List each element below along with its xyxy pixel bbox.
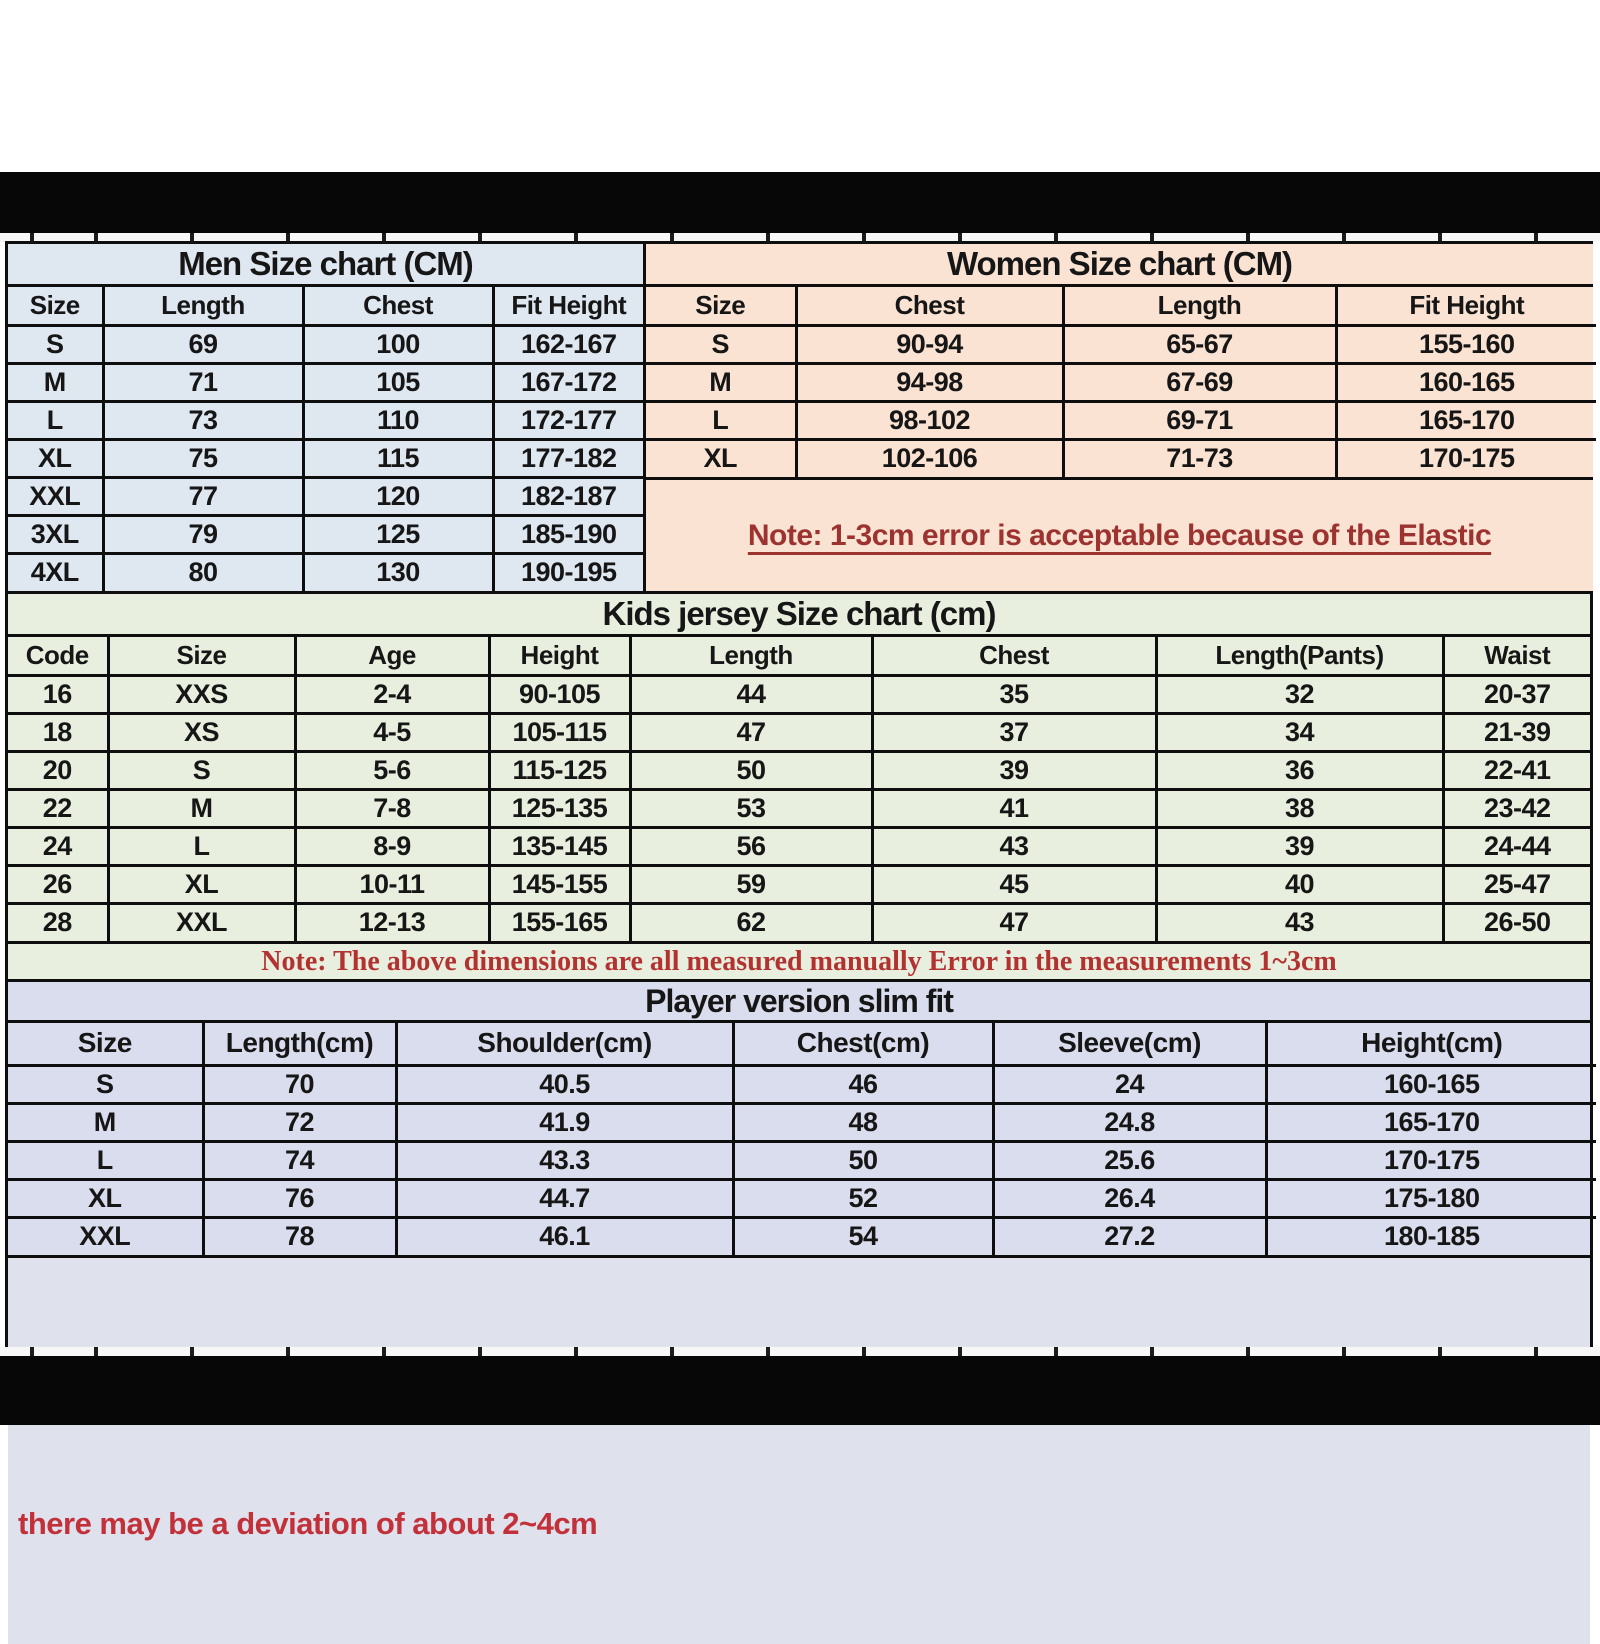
column-header: Length <box>1063 287 1336 325</box>
women-size-table <box>646 287 1596 477</box>
table-cell: 175-180 <box>1266 1179 1596 1217</box>
table-cell: 26 <box>8 865 108 903</box>
table-cell: 94-98 <box>796 363 1063 401</box>
column-header: Height(cm) <box>1266 1023 1596 1065</box>
table-cell: 48 <box>733 1103 993 1141</box>
women-size-table-section <box>643 244 1593 591</box>
column-header: Height <box>489 637 630 675</box>
table-cell: 62 <box>630 903 872 941</box>
table-cell: 36 <box>1156 751 1443 789</box>
header-row <box>8 1023 1596 1065</box>
table-cell: 40 <box>1156 865 1443 903</box>
header-row <box>646 287 1596 325</box>
table-cell: 165-170 <box>1266 1103 1596 1141</box>
column-header: Size <box>8 287 103 325</box>
men-size-table-section <box>8 244 643 591</box>
table-cell: 115-125 <box>489 751 630 789</box>
bottom-black-bar <box>0 1356 1600 1425</box>
table-cell: 23-42 <box>1443 789 1590 827</box>
table-row <box>8 827 1590 865</box>
table-cell: 145-155 <box>489 865 630 903</box>
table-cell: 2-4 <box>295 675 489 713</box>
table-cell: 24 <box>8 827 108 865</box>
table-cell: 10-11 <box>295 865 489 903</box>
column-header: Code <box>8 637 108 675</box>
table-cell: 71 <box>103 363 303 401</box>
table-cell: XS <box>108 713 295 751</box>
column-header: Length <box>103 287 303 325</box>
table-cell: 155-160 <box>1336 325 1596 363</box>
table-cell: 65-67 <box>1063 325 1336 363</box>
footer-note-line-2: there may be a deviation of about 2~4cm <box>18 1506 598 1541</box>
table-cell: 56 <box>630 827 872 865</box>
table-cell: 44.7 <box>396 1179 733 1217</box>
table-cell: 41 <box>872 789 1156 827</box>
table-cell: 26-50 <box>1443 903 1590 941</box>
table-cell: 190-195 <box>493 553 643 591</box>
table-cell: M <box>8 363 103 401</box>
table-cell: 44 <box>630 675 872 713</box>
table-cell: 130 <box>303 553 493 591</box>
table-cell: 78 <box>203 1217 396 1255</box>
column-header: Shoulder(cm) <box>396 1023 733 1065</box>
table-cell: 47 <box>630 713 872 751</box>
table-cell: 47 <box>872 903 1156 941</box>
table-cell: 18 <box>8 713 108 751</box>
table-cell: 79 <box>103 515 303 553</box>
table-cell: 26.4 <box>993 1179 1266 1217</box>
table-cell: S <box>8 325 103 363</box>
player-version-table <box>8 1023 1596 1255</box>
column-header: Length(Pants) <box>1156 637 1443 675</box>
table-cell: 54 <box>733 1217 993 1255</box>
table-cell: 20 <box>8 751 108 789</box>
table-cell: 25.6 <box>993 1141 1266 1179</box>
table-row <box>8 363 643 401</box>
table-cell: 80 <box>103 553 303 591</box>
table-cell: S <box>108 751 295 789</box>
table-cell: 20-37 <box>1443 675 1590 713</box>
table-cell: 182-187 <box>493 477 643 515</box>
table-cell: 45 <box>872 865 1156 903</box>
table-cell: 43 <box>872 827 1156 865</box>
table-cell: 4-5 <box>295 713 489 751</box>
table-cell: 40.5 <box>396 1065 733 1103</box>
table-cell: 74 <box>203 1141 396 1179</box>
table-cell: 27.2 <box>993 1217 1266 1255</box>
table-cell: XXL <box>8 1217 203 1255</box>
table-row <box>8 1065 1596 1103</box>
column-header: Chest <box>303 287 493 325</box>
table-cell: 105 <box>303 363 493 401</box>
table-row <box>8 713 1590 751</box>
kids-measurement-note: Note: The above dimensions are all measured manually Error in the measurements 1~3cm <box>8 941 1590 979</box>
table-cell: 25-47 <box>1443 865 1590 903</box>
table-cell: 180-185 <box>1266 1217 1596 1255</box>
column-header: Length <box>630 637 872 675</box>
table-cell: 71-73 <box>1063 439 1336 477</box>
table-cell: 53 <box>630 789 872 827</box>
table-cell: XL <box>8 1179 203 1217</box>
table-cell: 162-167 <box>493 325 643 363</box>
table-cell: 105-115 <box>489 713 630 751</box>
table-row <box>646 439 1596 477</box>
table-cell: 77 <box>103 477 303 515</box>
table-cell: 59 <box>630 865 872 903</box>
table-row <box>8 1217 1596 1255</box>
table-cell: 52 <box>733 1179 993 1217</box>
player-table-title: Player version slim fit <box>8 982 1590 1023</box>
table-cell: XXL <box>8 477 103 515</box>
table-cell: M <box>8 1103 203 1141</box>
table-row <box>8 1179 1596 1217</box>
top-black-bar <box>0 172 1600 233</box>
table-cell: 110 <box>303 401 493 439</box>
table-cell: S <box>8 1065 203 1103</box>
adult-size-tables-row <box>8 244 1590 591</box>
table-row <box>8 439 643 477</box>
table-row <box>8 1103 1596 1141</box>
column-header: Length(cm) <box>203 1023 396 1065</box>
table-cell: XL <box>646 439 796 477</box>
table-cell: 170-175 <box>1266 1141 1596 1179</box>
table-cell: 43 <box>1156 903 1443 941</box>
column-header: Chest <box>796 287 1063 325</box>
table-row <box>8 675 1590 713</box>
table-cell: 43.3 <box>396 1141 733 1179</box>
table-cell: 120 <box>303 477 493 515</box>
table-cell: 39 <box>872 751 1156 789</box>
table-cell: 35 <box>872 675 1156 713</box>
table-cell: 24-44 <box>1443 827 1590 865</box>
table-cell: 46.1 <box>396 1217 733 1255</box>
kids-size-table <box>8 637 1590 941</box>
table-cell: 98-102 <box>796 401 1063 439</box>
table-cell: 102-106 <box>796 439 1063 477</box>
table-cell: 46 <box>733 1065 993 1103</box>
table-row <box>646 363 1596 401</box>
table-cell: 170-175 <box>1336 439 1596 477</box>
table-row <box>646 325 1596 363</box>
table-cell: S <box>646 325 796 363</box>
column-header: Size <box>646 287 796 325</box>
grid-tick-strip-bottom <box>0 1347 1600 1356</box>
kids-size-table-section <box>8 591 1590 979</box>
table-cell: 50 <box>630 751 872 789</box>
table-cell: L <box>8 1141 203 1179</box>
column-header: Size <box>8 1023 203 1065</box>
men-size-table <box>8 287 643 591</box>
table-cell: 3XL <box>8 515 103 553</box>
table-cell: 72 <box>203 1103 396 1141</box>
table-cell: 12-13 <box>295 903 489 941</box>
table-cell: 50 <box>733 1141 993 1179</box>
table-cell: 115 <box>303 439 493 477</box>
table-cell: XL <box>108 865 295 903</box>
table-cell: 28 <box>8 903 108 941</box>
table-cell: 70 <box>203 1065 396 1103</box>
women-elastic-note-text: Note: 1-3cm error is acceptable because of the Elastic <box>747 518 1492 552</box>
footer-note <box>8 1255 1590 1644</box>
women-table-title: Women Size chart (CM) <box>646 244 1593 287</box>
table-cell: 4XL <box>8 553 103 591</box>
size-chart-sheet <box>5 241 1593 1541</box>
column-header: Chest(cm) <box>733 1023 993 1065</box>
table-cell: 39 <box>1156 827 1443 865</box>
column-header: Age <box>295 637 489 675</box>
table-cell: 90-94 <box>796 325 1063 363</box>
column-header: Waist <box>1443 637 1590 675</box>
table-cell: 100 <box>303 325 493 363</box>
table-cell: L <box>108 827 295 865</box>
table-cell: 125 <box>303 515 493 553</box>
table-cell: 5-6 <box>295 751 489 789</box>
table-cell: 165-170 <box>1336 401 1596 439</box>
men-table-title: Men Size chart (CM) <box>8 244 643 287</box>
column-header: Fit Height <box>493 287 643 325</box>
table-cell: 8-9 <box>295 827 489 865</box>
table-cell: M <box>646 363 796 401</box>
table-cell: 16 <box>8 675 108 713</box>
table-row <box>646 401 1596 439</box>
table-cell: 22-41 <box>1443 751 1590 789</box>
table-cell: 37 <box>872 713 1156 751</box>
column-header: Chest <box>872 637 1156 675</box>
table-row <box>8 553 643 591</box>
table-cell: 167-172 <box>493 363 643 401</box>
table-row <box>8 401 643 439</box>
table-cell: 69-71 <box>1063 401 1336 439</box>
table-row <box>8 865 1590 903</box>
table-cell: 155-165 <box>489 903 630 941</box>
table-cell: 75 <box>103 439 303 477</box>
table-cell: 24.8 <box>993 1103 1266 1141</box>
table-cell: 34 <box>1156 713 1443 751</box>
table-cell: 38 <box>1156 789 1443 827</box>
table-cell: 125-135 <box>489 789 630 827</box>
table-cell: 160-165 <box>1336 363 1596 401</box>
table-row <box>8 1141 1596 1179</box>
table-cell: XXL <box>108 903 295 941</box>
table-row <box>8 325 643 363</box>
header-row <box>8 637 1590 675</box>
table-cell: 90-105 <box>489 675 630 713</box>
women-elastic-note <box>646 477 1593 591</box>
table-row <box>8 903 1590 941</box>
table-cell: 160-165 <box>1266 1065 1596 1103</box>
table-cell: 67-69 <box>1063 363 1336 401</box>
table-cell: L <box>8 401 103 439</box>
table-cell: 32 <box>1156 675 1443 713</box>
column-header: Size <box>108 637 295 675</box>
table-cell: 185-190 <box>493 515 643 553</box>
table-cell: 76 <box>203 1179 396 1217</box>
column-header: Fit Height <box>1336 287 1596 325</box>
table-cell: 73 <box>103 401 303 439</box>
table-cell: XL <box>8 439 103 477</box>
table-cell: 41.9 <box>396 1103 733 1141</box>
header-row <box>8 287 643 325</box>
table-cell: M <box>108 789 295 827</box>
table-row <box>8 477 643 515</box>
table-row <box>8 789 1590 827</box>
table-cell: XXS <box>108 675 295 713</box>
table-cell: 177-182 <box>493 439 643 477</box>
table-cell: 24 <box>993 1065 1266 1103</box>
table-cell: 21-39 <box>1443 713 1590 751</box>
table-row <box>8 515 643 553</box>
table-row <box>8 751 1590 789</box>
table-cell: L <box>646 401 796 439</box>
table-cell: 22 <box>8 789 108 827</box>
table-cell: 135-145 <box>489 827 630 865</box>
table-cell: 172-177 <box>493 401 643 439</box>
kids-table-title: Kids jersey Size chart (cm) <box>8 594 1590 637</box>
table-cell: 7-8 <box>295 789 489 827</box>
column-header: Sleeve(cm) <box>993 1023 1266 1065</box>
player-version-table-section <box>8 979 1590 1255</box>
table-cell: 69 <box>103 325 303 363</box>
